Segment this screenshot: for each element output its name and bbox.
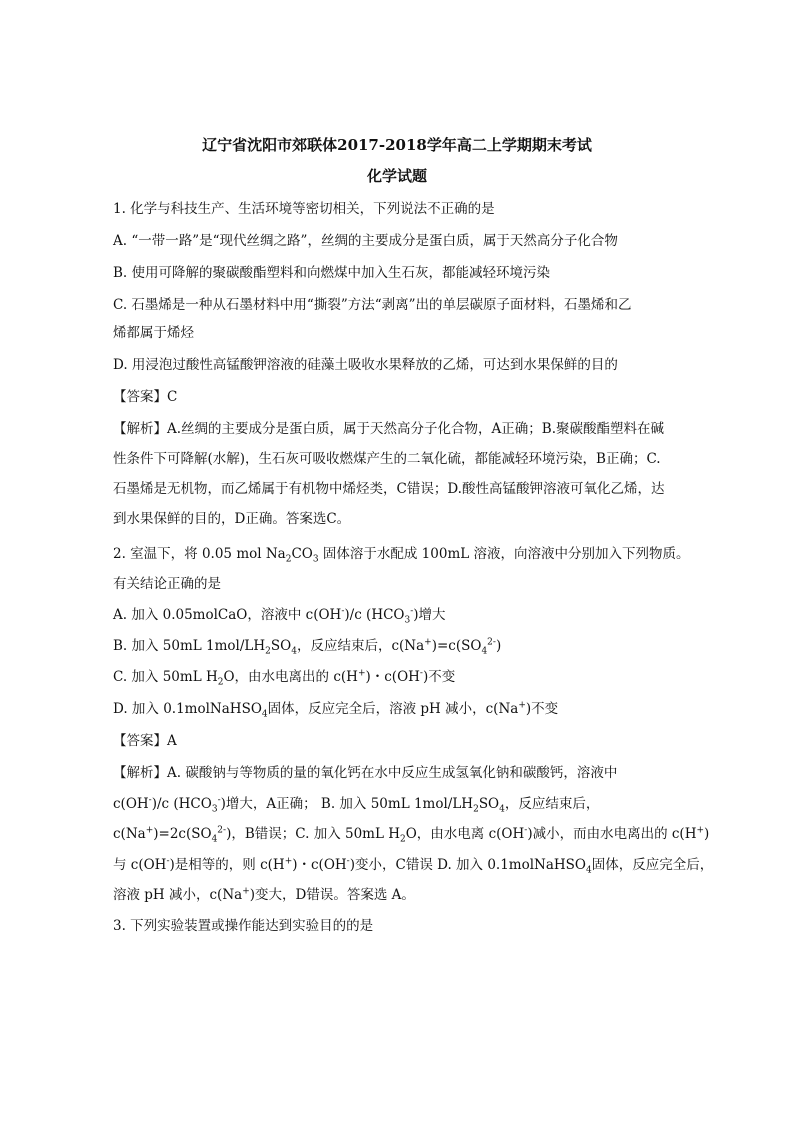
q1-option-c-line1: C. 石墨烯是一种从石墨材料中用“撕裂”方法“剥离”出的单层碳原子面材料，石墨烯和乙 [113,297,632,313]
q1-explanation-line2: 性条件下可降解(水解)，生石灰可吸收燃煤产生的二氧化硫，都能减轻环境污染，B正确；C. [113,451,661,467]
q2-explanation-line4: 与 c(OH-)是相等的，则 c(H+)・c(OH-)变小，C错误 D. 加入 0.1molNaHSO$_4$固体，反应完全后， [113,856,714,876]
q1-option-b: B. 使用可降解的聚碳酸酯塑料和向燃煤中加入生石灰，都能减轻环境污染 [113,265,551,281]
q2-explanation-line5: 溶液 pH 减小，c(Na+)变大，D错误。答案选 A。 [113,886,415,903]
q2-explanation-line1: 【解析】A. 碳酸钠与等物质的量的氧化钙在水中反应生成氢氧化钠和碳酸钙，溶液中 [113,765,618,781]
q2-explanation-line2: c(OH-)/c $(HCO_3^-)$增大，A正确； B. 加入 50mL $1mol/LH_2SO_4$，反应结束后， [113,795,600,815]
q2-option-b: B. 加入 50mL $1mol/LH_2SO_4$，反应结束后，$c(Na^+)=c(SO_4^{2-})$ [113,637,502,657]
q2-option-a: A. 加入 0.05molCaO，溶液中 c(OH-)/c $(HCO_3^-)$增大 [113,606,446,626]
q2-answer: 【答案】A [113,733,177,749]
q2-stem-line1: 2. 室温下，将 0.05 mol $Na_2CO_3$ 固体溶于水配成 100mL 溶液，向溶液中分别加入下列物质。 [113,546,690,565]
exam-subtitle: 化学试题 [366,167,427,185]
q1-explanation-line1: 【解析】A.丝绸的主要成分是蛋白质，属于天然高分子化合物，A正确；B.聚碳酸酯塑料在碱 [113,421,665,437]
q2-option-c: C. 加入 50mL $H_2O$，由水电离出的 c(H+)・c(OH-)不变 [113,668,456,688]
exam-title: 辽宁省沈阳市郊联体2017-2018学年高二上学期期末考试 [202,136,592,154]
q1-answer: 【答案】C [113,389,178,405]
q2-option-d: D. 加入 0.1molNaHSO$_4$固体，反应完全后，溶液 pH 减小，c(Na+)不变 [113,700,559,720]
q2-explanation-line3: $c(Na^+)=2c(SO_4^{2-})$，B错误；C. 加入 50mL $H_2O$，由水电离 c(OH-)减小，而由水电离出的 c(H+) [113,825,710,845]
q1-option-c-line2: 烯都属于烯烃 [113,325,194,341]
q1-option-d: D. 用浸泡过酸性高锰酸钾溶液的硅藻土吸收水果释放的乙烯，可达到水果保鲜的目的 [113,357,618,373]
q1-option-a: A. “一带一路”是“现代丝绸之路”，丝绸的主要成分是蛋白质，属于天然高分子化合物 [113,233,618,249]
q1-stem: 1. 化学与科技生产、生活环境等密切相关，下列说法不正确的是 [113,201,495,217]
q3-stem: 3. 下列实验装置或操作能达到实验目的的是 [113,918,374,934]
q1-explanation-line3: 石墨烯是无机物，而乙烯属于有机物中烯烃类，C错误；D.酸性高锰酸钾溶液可氧化乙烯，达 [113,481,665,497]
q1-explanation-line4: 到水果保鲜的目的，D正确。答案选C。 [113,511,351,527]
q2-stem-line2: 有关结论正确的是 [113,576,221,592]
